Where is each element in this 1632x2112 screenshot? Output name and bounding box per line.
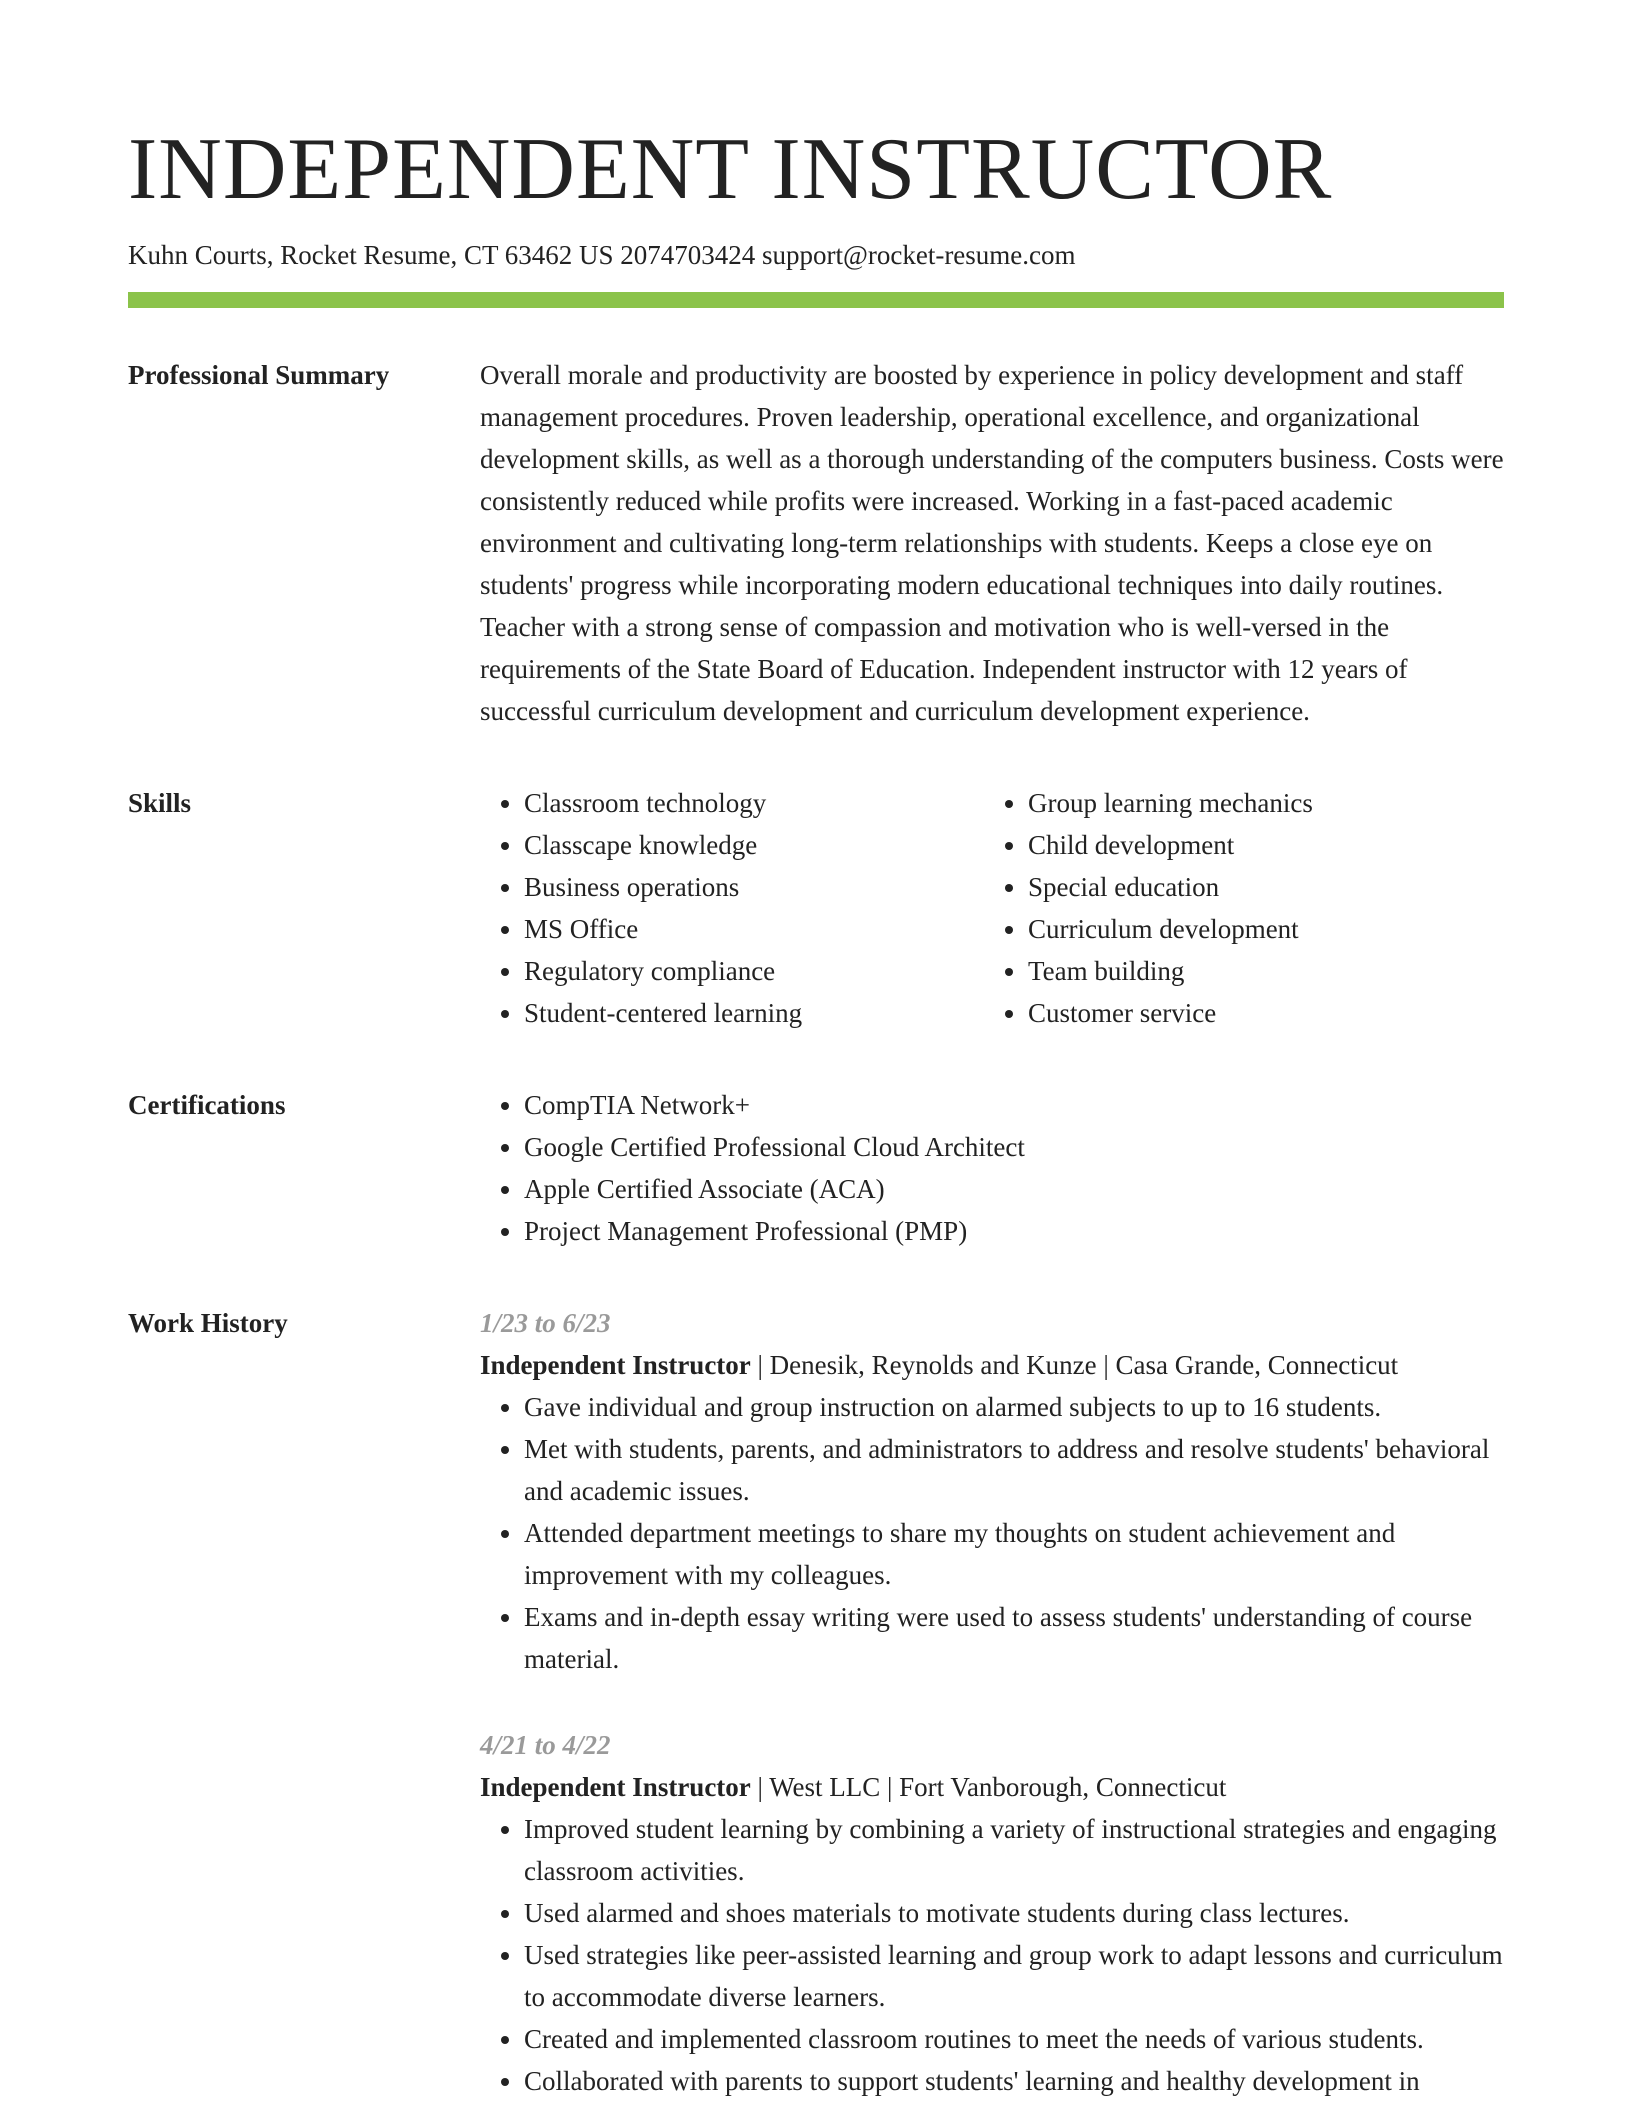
job-bullet: • Exams and in-depth essay writing were used to assess students' understanding of course material.: [524, 1596, 1504, 1680]
skills-section: [128, 782, 1504, 1034]
job-title: Independent Instructor: [480, 1772, 751, 1802]
skill-item: • Classroom technology: [524, 782, 984, 824]
job-details: | Denesik, Reynolds and Kunze | Casa Grande, Connecticut: [757, 1350, 1399, 1380]
summary-section: [128, 354, 1504, 732]
certifications-section: [128, 1084, 1504, 1252]
skills-list-left: [480, 782, 984, 1034]
skill-item: • MS Office: [524, 908, 984, 950]
job-entry: [480, 1724, 1504, 2102]
skill-item: • Customer service: [1028, 992, 1488, 1034]
skill-item: • Regulatory compliance: [524, 950, 984, 992]
work-history-heading: Work History: [128, 1308, 288, 1338]
skill-item: • Business operations: [524, 866, 984, 908]
contact-line: [128, 238, 1504, 272]
contact-email: support@rocket-resume.com: [762, 240, 1076, 270]
resume-page: [128, 0, 1504, 2102]
header-divider: [128, 292, 1504, 308]
job-bullet: • Created and implemented classroom routines to meet the needs of various students.: [524, 2018, 1504, 2060]
resume-name: INDEPENDENT INSTRUCTOR: [128, 121, 1333, 218]
certification-item: • Apple Certified Associate (ACA): [524, 1168, 1504, 1210]
summary-text: Overall morale and productivity are boosted by experience in policy development and staff management procedures. Proven leadership, operational excellence, and organizational development skills, as well as a thorough understanding of the computers business. Costs were consistently reduced while profits were increased. Working in a fast-paced academic environment and cultivating long-term relationships with students. Keeps a close eye on students' progress while incorporating modern educational techniques into daily routines. Teacher with a strong sense of compassion and motivation who is well-versed in the requirements of the State Board of Education. Independent instructor with 12 years of successful curriculum development and curriculum development experience.: [480, 360, 1504, 726]
job-bullet: • Attended department meetings to share my thoughts on student achievement and improvement with my colleagues.: [524, 1512, 1504, 1596]
skill-item: • Group learning mechanics: [1028, 782, 1488, 824]
job-heading: [480, 1766, 1504, 1808]
job-heading: [480, 1344, 1504, 1386]
job-bullet: • Improved student learning by combining a variety of instructional strategies and engaging classroom activities.: [524, 1808, 1504, 1892]
job-bullet: • Collaborated with parents to support students' learning and healthy development in: [524, 2060, 1504, 2102]
skill-item: • Team building: [1028, 950, 1488, 992]
summary-heading: Professional Summary: [128, 360, 390, 390]
skill-item: • Special education: [1028, 866, 1488, 908]
job-entry: [480, 1302, 1504, 1680]
job-dates: 1/23 to 6/23: [480, 1308, 611, 1338]
job-bullet: • Gave individual and group instruction on alarmed subjects to up to 16 students.: [524, 1386, 1504, 1428]
job-bullet: • Met with students, parents, and administrators to address and resolve students' behavioral and academic issues.: [524, 1428, 1504, 1512]
certifications-list: [480, 1084, 1504, 1252]
job-details: | West LLC | Fort Vanborough, Connecticut: [757, 1772, 1227, 1802]
skills-heading: Skills: [128, 788, 192, 818]
skills-list-right: [984, 782, 1488, 1034]
skill-item: • Curriculum development: [1028, 908, 1488, 950]
certification-item: • Project Management Professional (PMP): [524, 1210, 1504, 1252]
skill-item: • Classcape knowledge: [524, 824, 984, 866]
skill-item: • Student-centered learning: [524, 992, 984, 1034]
job-bullets: [480, 1386, 1504, 1680]
job-bullet: • Used strategies like peer-assisted learning and group work to adapt lessons and curriculum to accommodate diverse learners.: [524, 1934, 1504, 2018]
contact-address: Kuhn Courts, Rocket Resume, CT 63462 US: [128, 240, 614, 270]
work-history-section: [128, 1302, 1504, 2102]
job-bullets: [480, 1808, 1504, 2102]
job-dates: 4/21 to 4/22: [480, 1730, 611, 1760]
job-title: Independent Instructor: [480, 1350, 751, 1380]
certifications-heading: Certifications: [128, 1090, 286, 1120]
certification-item: • Google Certified Professional Cloud Architect: [524, 1126, 1504, 1168]
contact-phone: 2074703424: [620, 240, 756, 270]
certification-item: • CompTIA Network+: [524, 1084, 1504, 1126]
skill-item: • Child development: [1028, 824, 1488, 866]
job-bullet: • Used alarmed and shoes materials to motivate students during class lectures.: [524, 1892, 1504, 1934]
